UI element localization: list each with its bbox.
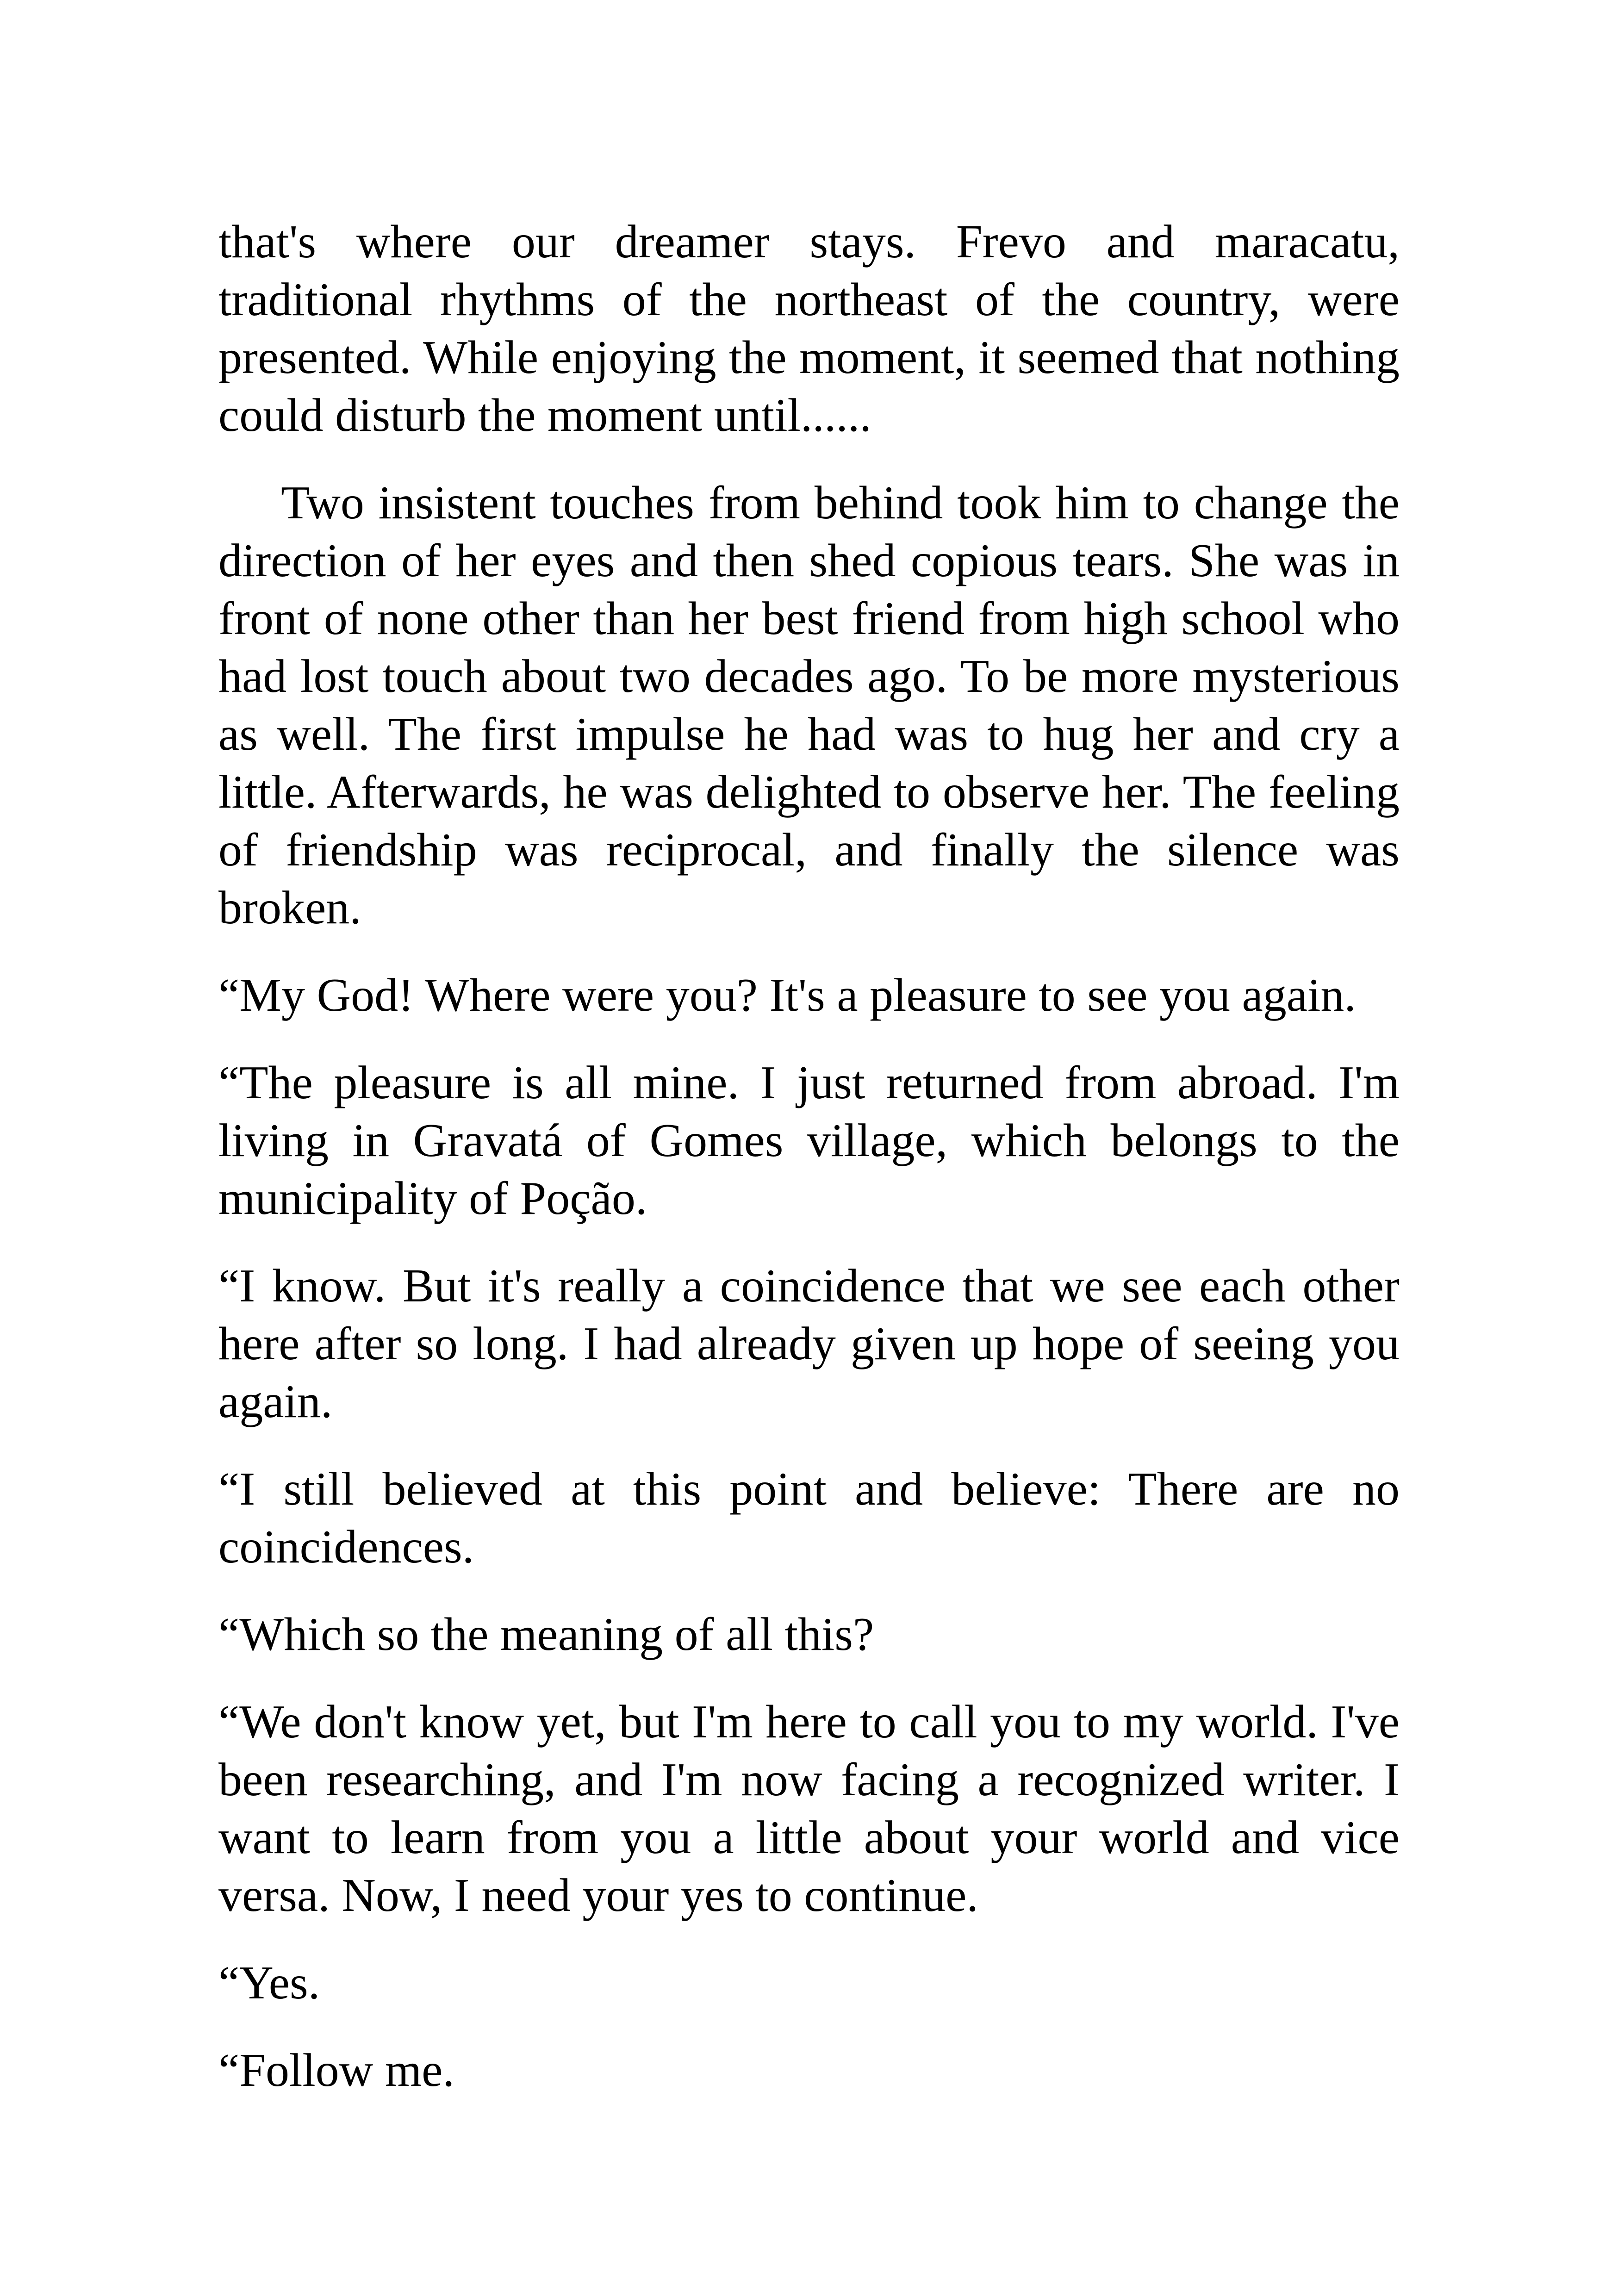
dialogue-line: “My God! Where were you? It's a pleasure to see you again.: [218, 969, 1356, 1021]
dialogue-line: “Yes.: [218, 1957, 320, 2009]
paragraph: Two insistent touches from behind took him to change the direction of her eyes and then shed copious tears. She was in front of none other than her best friend from high school who had lost touch about two decades ago. To be more mysterious as well. The first impulse he had was to hug her and cry a little. Afterwards, he was delighted to observe her. The feeling of friendship was reciprocal, and finally the silence was broken.: [218, 477, 1400, 934]
dialogue-line: “Which so the meaning of all this?: [218, 1608, 874, 1661]
dialogue-line: “Follow me.: [218, 2044, 454, 2097]
dialogue-line: “The pleasure is all mine. I just returned from abroad. I'm living in Gravatá of Gomes village, which belongs to the municipality of Poção.: [218, 1057, 1400, 1225]
body-text: [218, 213, 1400, 2129]
dialogue-line: “I know. But it's really a coincidence that we see each other here after so long. I had already given up hope of seeing you again.: [218, 1260, 1400, 1428]
dialogue-line: “We don't know yet, but I'm here to call you to my world. I've been researching, and I'm now facing a recognized writer. I want to learn from you a little about your world and vice versa. Now, I need your yes to continue.: [218, 1696, 1400, 1922]
paragraph: that's where our dreamer stays. Frevo and maracatu, traditional rhythms of the northeast of the country, were presented. While enjoying the moment, it seemed that nothing could disturb the moment until......: [218, 216, 1400, 442]
dialogue-line: “I still believed at this point and believe: There are no coincidences.: [218, 1463, 1400, 1573]
